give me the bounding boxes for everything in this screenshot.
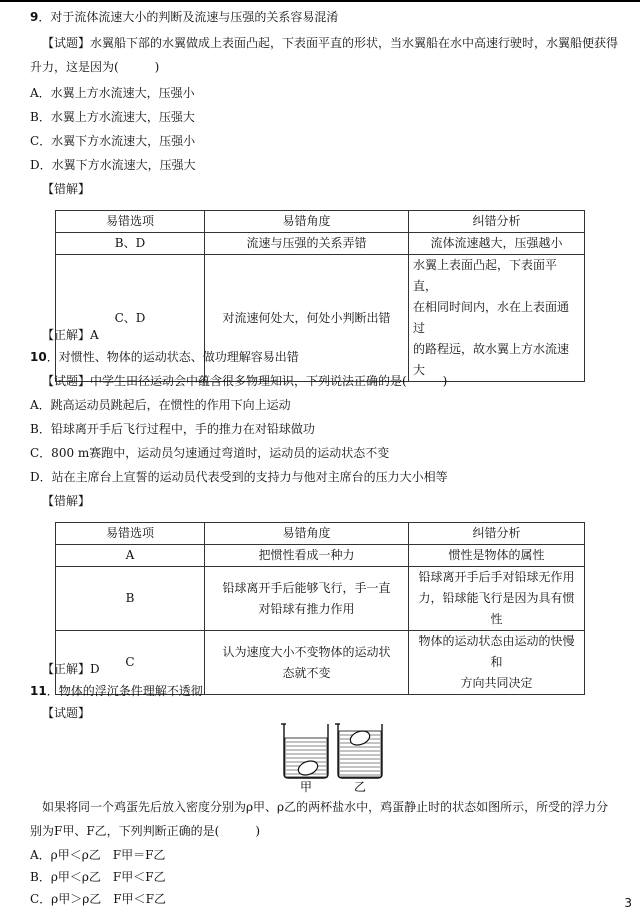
- q10-option-a: A．跳高运动员跳起后，在惯性的作用下向上运动: [30, 398, 291, 412]
- table-cell-analysis: 惯性是物体的属性: [409, 545, 585, 567]
- angle-line: 对铅球有推力作用: [258, 601, 355, 616]
- q10-title: [30, 346, 299, 368]
- q10-wrong-label: 【错解】: [42, 494, 91, 508]
- table-cell-option: B: [56, 567, 205, 631]
- figure-label-jia: 甲: [299, 780, 313, 794]
- angle-line: 铅球离开手后能够飞行，手一直: [222, 580, 391, 595]
- table-cell-angle: 把惯性看成一种力: [205, 545, 409, 567]
- table-cell-angle: [205, 631, 409, 695]
- q9-wrong-label: 【错解】: [42, 182, 91, 196]
- figure-label-yi: 乙: [353, 780, 367, 794]
- q10-option-d: D．站在主席台上宣誓的运动员代表受到的支持力与他对主席台的压力大小相等: [30, 470, 448, 484]
- table-cell-option: C: [56, 631, 205, 695]
- q9-title-text: ．对于流体流速大小的判断及流速与压强的关系容易混淆: [38, 10, 339, 24]
- q11-option-c: C．ρ甲＞ρ乙 F甲＜F乙: [30, 892, 166, 906]
- q11-stem-line1: 如果将同一个鸡蛋先后放入密度分别为ρ甲、ρ乙的两杯盐水中，鸡蛋静止时的状态如图所示，所受的浮力分: [42, 800, 609, 814]
- table-cell-angle: 流速与压强的关系弄错: [205, 233, 409, 255]
- q9-answer: 【正解】A: [42, 328, 99, 342]
- page-number: 3: [624, 896, 632, 910]
- beaker-yi: [335, 724, 382, 778]
- q9-stem-line1: 【试题】水翼船下部的水翼做成上表面凸起，下表面平直的形状，当水翼船在水中高速行驶时，水翼船便获得: [42, 36, 619, 50]
- beakers-figure: [278, 714, 388, 794]
- egg-icon: [296, 758, 319, 777]
- q10-stem: 【试题】中学生田径运动会中蕴含很多物理知识，下列说法正确的是( ): [42, 374, 448, 388]
- q9-title: [30, 6, 338, 28]
- beaker-jia: [281, 724, 328, 778]
- table-header: 纠错分析: [409, 523, 585, 545]
- table-row: [56, 233, 585, 255]
- top-rule: [0, 0, 640, 2]
- q9-number: 9: [30, 10, 39, 24]
- table-cell-option: C、D: [56, 255, 205, 382]
- q11-stem-line2: 别为F甲、F乙，下列判断正确的是( ): [30, 824, 261, 838]
- q11-stem-label: 【试题】: [42, 706, 91, 720]
- q11-title: [30, 680, 203, 702]
- analysis-line: 力，铅球能飞行是因为具有惯性: [418, 591, 575, 626]
- q10-error-table: [55, 522, 585, 695]
- table-row: [56, 567, 585, 631]
- table-cell-angle: [205, 567, 409, 631]
- q11-number: 11: [30, 684, 47, 698]
- angle-line: 认为速度大小不变物体的运动状: [222, 644, 391, 659]
- q10-number: 10: [30, 350, 47, 364]
- analysis-line: 物体的运动状态由运动的快慢和: [418, 634, 575, 669]
- table-header: 易错选项: [56, 523, 205, 545]
- table-header: 易错角度: [205, 211, 409, 233]
- q11-option-b: B．ρ甲＜ρ乙 F甲＜F乙: [30, 870, 166, 884]
- q9-stem-line2: 升力，这是因为( ): [30, 60, 160, 74]
- table-header-row: [56, 211, 585, 233]
- q10-answer: 【正解】D: [42, 662, 100, 676]
- table-header: 易错角度: [205, 523, 409, 545]
- q9-option-b: B．水翼上方水流速大，压强大: [30, 110, 195, 124]
- q10-option-c: C．800 m赛跑中，运动员匀速通过弯道时，运动员的运动状态不变: [30, 446, 390, 460]
- q10-title-text: ．对惯性、物体的运动状态、做功理解容易出错: [46, 350, 299, 364]
- analysis-line: 方向共同决定: [460, 676, 533, 690]
- table-cell-angle: 对流速何处大，何处小判断出错: [205, 255, 409, 382]
- q9-option-c: C．水翼下方水流速大，压强小: [30, 134, 196, 148]
- table-row: [56, 545, 585, 567]
- table-header-row: [56, 523, 585, 545]
- angle-line: 态就不变: [282, 665, 331, 680]
- q11-option-a: A．ρ甲＜ρ乙 F甲＝F乙: [30, 848, 166, 862]
- table-cell-option: B、D: [56, 233, 205, 255]
- q10-option-b: B．铅球离开手后飞行过程中，手的推力在对铅球做功: [30, 422, 315, 436]
- q11-title-text: ．物体的浮沉条件理解不透彻: [46, 684, 203, 698]
- analysis-line: 铅球离开手后手对铅球无作用: [418, 570, 575, 584]
- analysis-line: 水翼上表面凸起，下表面平直，: [413, 258, 558, 293]
- table-cell-analysis: [409, 255, 585, 382]
- analysis-line: 在相同时间内，水在上表面通过: [413, 300, 570, 335]
- table-header: 纠错分析: [409, 211, 585, 233]
- table-cell-analysis: [409, 567, 585, 631]
- table-cell-option: A: [56, 545, 205, 567]
- q9-option-d: D．水翼下方水流速大，压强大: [30, 158, 196, 172]
- analysis-line: 的路程远，故水翼上方水流速大: [413, 342, 570, 377]
- q9-option-a: A．水翼上方水流速大，压强小: [30, 86, 195, 100]
- table-cell-analysis: [409, 631, 585, 695]
- table-header: 易错选项: [56, 211, 205, 233]
- table-cell-analysis: 流体流速越大，压强越小: [409, 233, 585, 255]
